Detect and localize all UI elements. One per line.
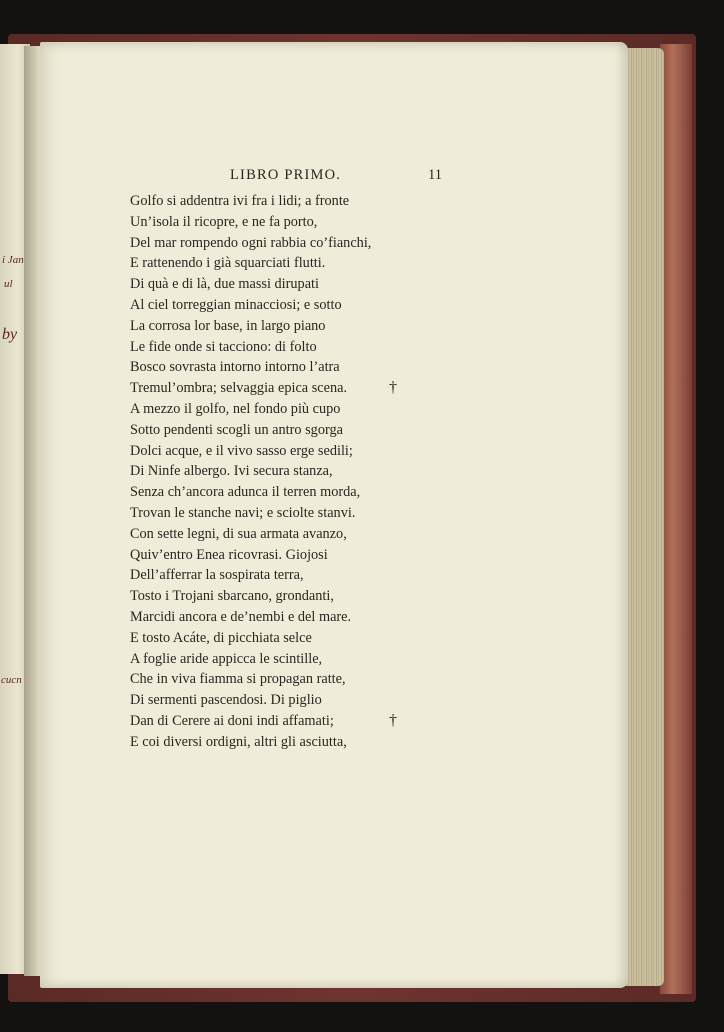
verse-line xyxy=(130,378,430,399)
running-header xyxy=(230,167,452,187)
verse-line xyxy=(130,669,430,690)
verse-line xyxy=(130,565,430,586)
verse-line xyxy=(130,191,430,212)
verse-text: E rattenendo i già squarciati flutti. xyxy=(130,255,326,272)
running-title: LIBRO PRIMO. xyxy=(230,167,342,183)
verse-text: E tosto Acáte, di picchiata selce xyxy=(130,629,312,646)
dagger-mark: † xyxy=(389,379,397,397)
verse-line xyxy=(130,337,430,358)
verse-line xyxy=(130,482,430,503)
verse-text: Con sette legni, di sua armata avanzo, xyxy=(130,525,347,542)
verse-line xyxy=(130,607,430,628)
verse-text: Tremul’ombra; selvaggia epica scena. xyxy=(130,380,348,397)
verse-text: Dolci acque, e il vivo sasso erge sedili; xyxy=(130,442,353,459)
verse-text: Tosto i Trojani sbarcano, grondanti, xyxy=(130,588,334,605)
verse-text: Del mar rompendo ogni rabbia co’fianchi, xyxy=(130,234,372,251)
verse-line xyxy=(130,711,430,732)
verse-line xyxy=(130,732,430,753)
verse-line xyxy=(130,586,430,607)
verse-line xyxy=(130,233,430,254)
verse-text: Bosco sovrasta intorno intorno l’atra xyxy=(130,359,340,376)
verse-text: Dan di Cerere ai doni indi affamati; xyxy=(130,712,334,729)
verse-line xyxy=(130,503,430,524)
page-number: 11 xyxy=(428,167,442,183)
verse-text: Golfo si addentra ivi fra i lidi; a fronte xyxy=(130,193,350,209)
verse-text: Senza ch’ancora adunca il terren morda, xyxy=(130,484,361,501)
verse-text: A foglie aride appicca le scintille, xyxy=(130,650,323,667)
page-edges xyxy=(622,48,664,986)
verse-line xyxy=(130,649,430,670)
verse-block xyxy=(130,191,430,753)
verse-line xyxy=(130,295,430,316)
margin-note: cucn xyxy=(1,674,22,686)
verse-text: Di Ninfe albergo. Ivi secura stanza, xyxy=(130,463,333,480)
verse-text: Di quà e di là, due massi dirupati xyxy=(130,276,319,293)
verse-text: Che in viva fiamma si propagan ratte, xyxy=(130,671,346,688)
verse-line xyxy=(130,420,430,441)
margin-note: i Jan xyxy=(2,254,24,266)
verse-line xyxy=(130,690,430,711)
verse-text: Sotto pendenti scogli un antro sgorga xyxy=(130,421,343,438)
book-spine-edge xyxy=(660,44,692,994)
verse-text: Trovan le stanche navi; e sciolte stanvi. xyxy=(130,504,356,521)
verse-line xyxy=(130,524,430,545)
verse-text: Di sermenti pascendosi. Di piglio xyxy=(130,692,322,709)
verse-line xyxy=(130,399,430,420)
verse-line xyxy=(130,316,430,337)
verse-text: La corrosa lor base, in largo piano xyxy=(130,317,326,334)
verse-line xyxy=(130,274,430,295)
margin-note: ul xyxy=(4,278,13,290)
verse-text: Le fide onde si tacciono: di folto xyxy=(130,338,317,355)
verse-text: Quiv’entro Enea ricovrasi. Giojosi xyxy=(130,546,328,563)
verse-text: E coi diversi ordigni, altri gli asciutta, xyxy=(130,733,347,750)
verse-text: Un’isola il ricopre, e ne fa porto, xyxy=(130,213,318,230)
verse-line xyxy=(130,212,430,233)
verse-line xyxy=(130,357,430,378)
verse-text: Al ciel torreggian minacciosi; e sotto xyxy=(130,296,342,313)
dagger-mark: † xyxy=(389,711,397,729)
verse-line xyxy=(130,628,430,649)
verse-line xyxy=(130,461,430,482)
verse-text: Dell’afferrar la sospirata terra, xyxy=(130,567,304,584)
verse-line xyxy=(130,441,430,462)
verse-text: Marcidi ancora e de’nembi e del mare. xyxy=(130,608,352,625)
verse-text: A mezzo il golfo, nel fondo più cupo xyxy=(130,400,341,417)
margin-note: by xyxy=(2,326,18,343)
verse-line xyxy=(130,253,430,274)
verse-line xyxy=(130,545,430,566)
